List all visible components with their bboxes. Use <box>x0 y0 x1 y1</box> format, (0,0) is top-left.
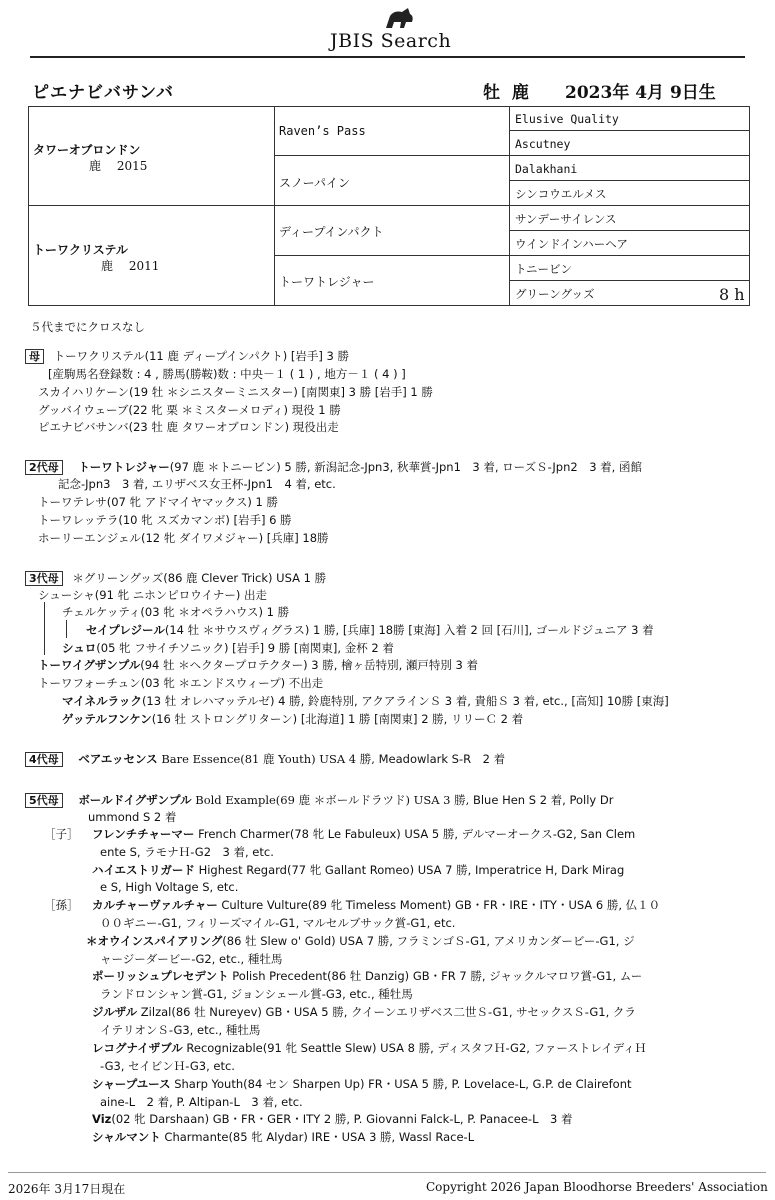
g5-dam-name[interactable]: ボールドイグザンプル <box>78 793 192 807</box>
horse-name-link[interactable]: マイネルラック <box>62 694 142 708</box>
record-text: Bare Essence(81 鹿 Youth) USA 4 勝, <box>157 752 379 766</box>
horse-name-link[interactable]: シャープユース <box>92 1077 171 1091</box>
g3-ancestor-4[interactable]: シンコウエルメス <box>515 187 607 201</box>
horse-name-link[interactable]: フレンチチャーマー <box>92 827 195 841</box>
record-text: Polish Precedent(86 牡 Danzig) GB・FR 7 勝, ジャックルマロワ賞-G1, ムー <box>228 969 643 983</box>
horse-name-link[interactable]: セイプレジール <box>86 623 165 637</box>
record-text: Bold Example(69 鹿 ＊ボールドラツド) USA 3 勝, <box>191 793 473 807</box>
dam-label: 母 <box>25 349 44 364</box>
horse-name-link[interactable]: Viz <box>92 1112 112 1126</box>
g3-ancestor-6[interactable]: ウインドインハーヘア <box>515 237 628 251</box>
grandchild-4-cont: イテリオンＳ-G3, etc., 種牡馬 <box>100 1023 261 1037</box>
g4-label: 4代母 <box>25 752 63 767</box>
g3-ancestor-7[interactable]: トニービン <box>515 262 573 276</box>
dam-produce-stats: [産駒馬名登録数 : 4 , 勝馬(勝鞍)数 : 中央－１ ( 1 ) , 地方－１ ( 4 ) ] <box>48 367 406 381</box>
horse-sex-color: 牡 鹿 <box>483 83 532 103</box>
record-text: (16 牡 ストロングリターン) [北海道] 1 勝 [南関東] 2 勝, リリーＣ 2 着 <box>151 712 524 726</box>
tree-line <box>44 602 45 655</box>
jbis-logo[interactable] <box>330 6 480 54</box>
g3-produce-2 <box>38 657 478 673</box>
g2-dam-summary: (97 鹿 ＊トニービン) 5 勝, 新潟記念-Jpn3, 秋華賞-Jpn1 3 着, ローズＳ-Jpn2 3 着, 函館 <box>169 460 642 474</box>
horse-name-link[interactable]: ＊オウインスパイアリング <box>86 934 223 948</box>
g3-ancestor-8[interactable]: グリーングッズ <box>515 287 595 301</box>
horse-birth-date: 2023年 4月 9日生 <box>565 83 716 103</box>
record-text: (13 牡 オレハマッテルゼ) 4 勝, 鈴鹿特別, アクアラインＳ 3 着, 貴船Ｓ 3 着, etc., [高知] 10勝 [東海] <box>141 694 669 708</box>
g3-produce-1: シューシャ(91 牝 ニホンピロウイナー) 出走 <box>38 588 268 602</box>
horse-name-link[interactable]: レコグナイザブル <box>92 1041 183 1055</box>
g5-label: 5代母 <box>25 793 63 808</box>
inbreed-note: ５代までにクロスなし <box>30 320 145 334</box>
grandchild-1 <box>92 897 660 913</box>
record-text: Highest Regard(77 牝 Gallant Romeo) USA 7 勝, Imperatrice H, Dark Mirag <box>194 863 625 877</box>
grandchild-3-cont: ランドロンシャン賞-G1, ジョンシェール賞-G3, etc., 種牡馬 <box>100 987 413 1001</box>
dam-section-line-1 <box>25 348 349 364</box>
dam-produce-1: スカイハリケーン(19 牡 ＊シニスターミニスター) [南関東] 3 勝 [岩手] 1 勝 <box>38 385 433 399</box>
horse-name-link[interactable]: ジルザル <box>92 1005 138 1019</box>
g3-label: 3代母 <box>25 571 63 586</box>
grandchild-1-cont: ００ギニー-G1, フィリーズマイル-G1, マルセルブサック賞-G1, etc. <box>100 916 456 930</box>
g5-dam-summary-cont: ummond S 2 着 <box>88 810 177 824</box>
sire-sire[interactable]: Raven’s Pass <box>279 124 366 138</box>
dam-summary: トーワクリステル(11 鹿 ディープインパクト) [岩手] 3 勝 <box>53 349 349 363</box>
record-text: Culture Vulture(89 牝 Timeless Moment) GB・FR・IRE・ITY・USA 6 勝, 仏１０ <box>217 898 661 912</box>
record-text: Sharp Youth(84 セン Sharpen Up) FR・USA 5 勝, P. Lovelace-L, G.P. de Clairefont <box>170 1077 632 1091</box>
grandchild-6 <box>92 1076 632 1092</box>
horse-name-link[interactable]: ゲッテルフンケン <box>62 712 152 726</box>
tree-line <box>66 620 67 638</box>
grandchild-2-cont: ャージーダービー-G2, etc., 種牡馬 <box>100 952 283 966</box>
g3-produce-1-1-1 <box>86 622 654 638</box>
dam-sire[interactable]: ディープインパクト <box>279 225 384 239</box>
grandchild-5 <box>92 1040 646 1056</box>
g2-produce-2: トーワレッテラ(10 牝 スズカマンボ) [岩手] 6 勝 <box>38 513 292 527</box>
record-text: Blue Hen S 2 着, Polly Dr <box>472 793 614 807</box>
header-divider <box>30 56 745 58</box>
grandchild-4 <box>92 1004 636 1020</box>
g2-section-line-1 <box>25 459 642 475</box>
child-1 <box>92 826 635 842</box>
g4-dam-name[interactable]: ベアエッセンス <box>78 752 158 766</box>
g2-produce-3: ホーリーエンジェル(12 牝 ダイワメジャー) [兵庫] 18勝 <box>38 531 329 545</box>
record-text: (05 牝 フサイチソニック) [岩手] 9 勝 [南関東], 金杯 2 着 <box>96 641 394 655</box>
g3-produce-1-1: チェルケッティ(03 牝 ＊オペラハウス) 1 勝 <box>62 605 290 619</box>
grandchildren-label: ［孫］ <box>44 898 79 912</box>
g3-ancestor-5[interactable]: サンデーサイレンス <box>515 212 617 226</box>
footer-copyright: Copyright 2026 Japan Bloodhorse Breeders' Association <box>426 1180 768 1194</box>
child-2-cont: e S, High Voltage S, etc. <box>100 880 239 894</box>
dam-produce-3: ピエナビバサンバ(23 牡 鹿 タワーオブロンドン) 現役出走 <box>38 420 339 434</box>
grandchild-8 <box>92 1129 474 1145</box>
record-text: Meadowlark S-R 2 着 <box>378 752 506 766</box>
sire-info: 鹿 2015 <box>89 159 148 173</box>
g3-ancestor-2[interactable]: Ascutney <box>515 137 571 151</box>
g3-produce-3-2 <box>62 711 523 727</box>
record-text: (14 牡 ＊サウスヴィグラス) 1 勝, [兵庫] 18勝 [東海] 入着 2 回 [石川], ゴールドジュニア 3 着 <box>164 623 654 637</box>
dam-info: 鹿 2011 <box>101 259 160 273</box>
child-2 <box>92 862 624 878</box>
g3-produce-3: トーワフォーチュン(03 牝 ＊エンドスウィープ) 不出走 <box>38 676 324 690</box>
record-text: (86 牡 Slew o' Gold) USA 7 勝, フラミンゴＳ-G1, アメリカンダービー-G1, ジ <box>222 934 635 948</box>
horse-name-link[interactable]: シャルマント <box>92 1130 161 1144</box>
footer-divider <box>8 1172 766 1173</box>
grandchild-6-cont: aine-L 2 着, P. Altipan-L 3 着, etc. <box>100 1095 303 1109</box>
g4-section-line-1 <box>25 751 505 767</box>
record-text: Recognizable(91 牝 Seattle Slew) USA 8 勝, ディスタフＨ-G2, ファーストレイディＨ <box>182 1041 647 1055</box>
g3-ancestor-3[interactable]: Dalakhani <box>515 162 578 176</box>
record-text: (94 牡 ＊ヘクタープロテクター) 3 勝, 檜ヶ岳特別, 瀬戸特別 3 着 <box>140 658 479 672</box>
dam-produce-2: グッバイウェーブ(22 牝 栗 ＊ミスターメロディ) 現役 1 勝 <box>38 403 341 417</box>
grandchild-5-cont: -G3, セイビンＨ-G3, etc. <box>100 1059 235 1073</box>
g3-section-line-1 <box>25 570 326 586</box>
horse-name: ピエナビバサンバ <box>32 83 174 103</box>
horse-name-link[interactable]: ポーリッシュプレセデント <box>92 969 229 983</box>
sire-name[interactable]: タワーオブロンドン <box>33 143 141 157</box>
horse-name-link[interactable]: シュロ <box>62 641 97 655</box>
child-1-cont: ente S, ラモナＨ-G2 3 着, etc. <box>100 845 274 859</box>
horse-name-link[interactable]: カルチャーヴァルチャー <box>92 898 218 912</box>
g3-produce-3-1 <box>62 693 669 709</box>
footer-date: 2026年 3月17日現在 <box>8 1182 126 1196</box>
pedigree-table <box>28 106 750 306</box>
logo-text: JBIS Search <box>330 30 452 52</box>
g2-dam-summary-cont: 記念-Jpn3 3 着, エリザベス女王杯-Jpn1 4 着, etc. <box>58 477 336 491</box>
g3-produce-1-2 <box>62 640 394 656</box>
record-text: Zilzal(86 牡 Nureyev) GB・USA 5 勝, クイーンエリザベス二世Ｓ-G1, サセックスＳ-G1, クラ <box>137 1005 636 1019</box>
horse-name-link[interactable]: トーワイグザンプル <box>38 658 141 672</box>
grandchild-3 <box>92 968 642 984</box>
record-text: (02 牝 Darshaan) GB・FR・GER・ITY 2 勝, P. Giovanni Falck-L, P. Panacee-L 3 着 <box>111 1112 573 1126</box>
children-label: ［子］ <box>44 827 79 841</box>
sire-dam[interactable]: スノーパイン <box>279 176 351 190</box>
record-text: Charmante(85 牝 Alydar) IRE・USA 3 勝, Wassl Race-L <box>160 1130 475 1144</box>
g2-produce-1: トーワテレサ(07 牝 アドマイヤマックス) 1 勝 <box>38 495 279 509</box>
g5-section-line-1 <box>25 792 613 808</box>
family-number: 8 h <box>719 285 745 304</box>
dam-name[interactable]: トーワクリステル <box>33 243 128 257</box>
grandchild-7 <box>92 1111 572 1127</box>
record-text: French Charmer(78 牝 Le Fabuleux) USA 5 勝, デルマーオークス-G2, San Clem <box>194 827 636 841</box>
g3-ancestor-1[interactable]: Elusive Quality <box>515 112 619 126</box>
horse-name-link[interactable]: ハイエストリガード <box>92 863 195 877</box>
g3-dam-summary: ＊グリーングッズ(86 鹿 Clever Trick) USA 1 勝 <box>72 571 327 585</box>
g2-label: 2代母 <box>25 460 63 475</box>
dam-dam[interactable]: トーワトレジャー <box>279 275 375 289</box>
grandchild-2 <box>86 933 635 949</box>
g2-dam-name: トーワトレジャー <box>78 460 170 474</box>
